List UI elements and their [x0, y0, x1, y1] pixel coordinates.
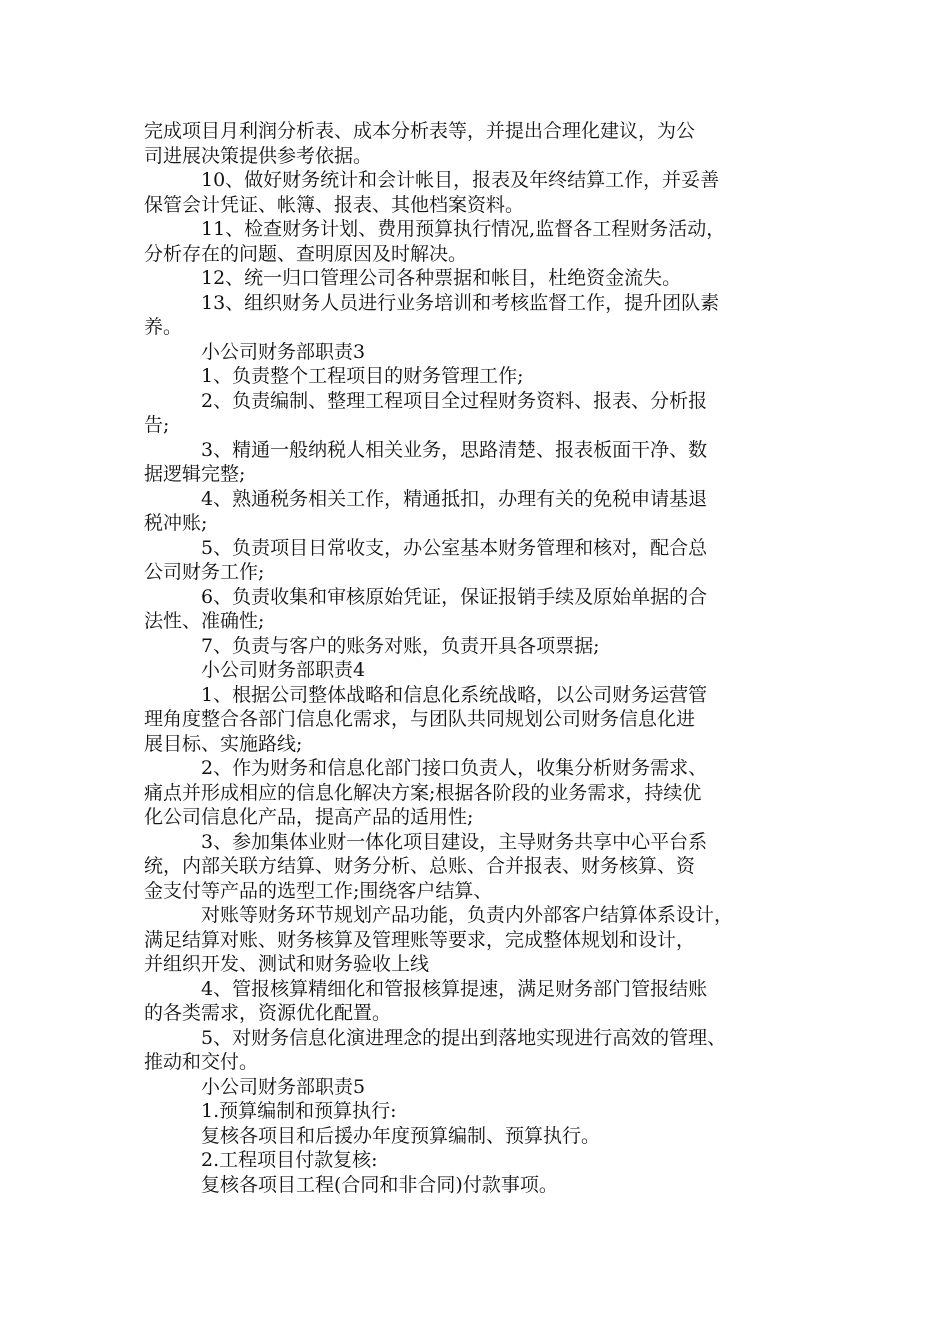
text-line: 4、管报核算精细化和管报核算提速，满足财务部门管报结账 — [201, 977, 708, 1000]
text-line: 金支付等产品的选型工作;围绕客户结算、 — [144, 879, 493, 902]
document-body — [144, 119, 816, 1197]
text-line: 小公司财务部职责3 — [201, 340, 366, 363]
text-line: 痛点并形成相应的信息化解决方案;根据各阶段的业务需求，持续优 — [144, 781, 702, 804]
text-line: 1、根据公司整体战略和信息化系统战略，以公司财务运营管 — [201, 683, 708, 706]
text-line: 并组织开发、测试和财务验收上线 — [144, 953, 430, 975]
text-line: 化公司信息化产品，提高产品的适用性; — [144, 806, 474, 828]
text-line: 司进展决策提供参考依据。 — [144, 144, 373, 167]
text-line: 满足结算对账、财务核算及管理账等要求，完成整体规划和设计， — [144, 928, 696, 951]
text-line: 小公司财务部职责5 — [201, 1075, 366, 1098]
text-line: 完成项目月利润分析表、成本分析表等，并提出合理化建议，为公 — [144, 120, 696, 142]
text-line: 养。 — [144, 316, 183, 338]
text-line: 2、负责编制、整理工程项目全过程财务资料、报表、分析报 — [201, 389, 708, 412]
text-line: 3、精通一般纳税人相关业务，思路清楚、报表板面干净、数 — [201, 438, 708, 461]
text-line: 5、对财务信息化演进理念的提出到落地实现进行高效的管理、 — [201, 1026, 727, 1049]
text-line: 复核各项目工程(合同和非合同)付款事项。 — [201, 1173, 558, 1196]
text-line: 12、统一归口管理公司各种票据和帐目，杜绝资金流失。 — [201, 267, 682, 289]
text-line: 13、组织财务人员进行业务培训和考核监督工作，提升团队素 — [201, 291, 720, 314]
text-line: 告; — [144, 414, 170, 436]
text-line: 对账等财务环节规划产品功能，负责内外部客户结算体系设计， — [201, 904, 734, 926]
text-line: 复核各项目和后援办年度预算编制、预算执行。 — [201, 1124, 601, 1147]
text-line: 7、负责与客户的账务对账，负责开具各项票据; — [201, 634, 600, 657]
text-line: 小公司财务部职责4 — [201, 659, 366, 681]
text-line: 1.预算编制和预算执行: — [201, 1100, 397, 1122]
text-line: 1、负责整个工程项目的财务管理工作; — [201, 365, 524, 387]
text-line: 分析存在的问题、查明原因及时解决。 — [144, 242, 468, 265]
text-line: 统，内部关联方结算、财务分析、总账、合并报表、财务核算、资 — [144, 855, 696, 877]
text-line: 的各类需求，资源优化配置。 — [144, 1002, 392, 1024]
text-line: 展目标、实施路线; — [144, 732, 303, 755]
text-line: 据逻辑完整; — [144, 463, 246, 485]
text-line: 税冲账; — [144, 512, 208, 534]
text-line: 公司财务工作; — [144, 561, 265, 583]
text-line: 推动和交付。 — [144, 1051, 259, 1073]
text-line: 2、作为财务和信息化部门接口负责人，收集分析财务需求、 — [201, 757, 708, 779]
text-line: 5、负责项目日常收支，办公室基本财务管理和核对，配合总 — [201, 536, 708, 559]
text-line: 6、负责收集和审核原始凭证，保证报销手续及原始单据的合 — [201, 585, 708, 608]
text-line: 法性、准确性; — [144, 610, 265, 632]
text-line: 4、熟通税务相关工作，精通抵扣，办理有关的免税申请基退 — [201, 487, 708, 510]
text-line: 10、做好财务统计和会计帐目，报表及年终结算工作，并妥善 — [201, 169, 720, 191]
text-line: 理角度整合各部门信息化需求，与团队共同规划公司财务信息化进 — [144, 708, 696, 730]
text-line: 2.工程项目付款复核: — [201, 1149, 378, 1171]
text-line: 保管会计凭证、帐簿、报表、其他档案资料。 — [144, 193, 525, 216]
text-line: 11、检查财务计划、费用预算执行情况,监督各工程财务活动， — [201, 218, 726, 240]
text-line: 3、参加集体业财一体化项目建设，主导财务共享中心平台系 — [201, 830, 708, 853]
